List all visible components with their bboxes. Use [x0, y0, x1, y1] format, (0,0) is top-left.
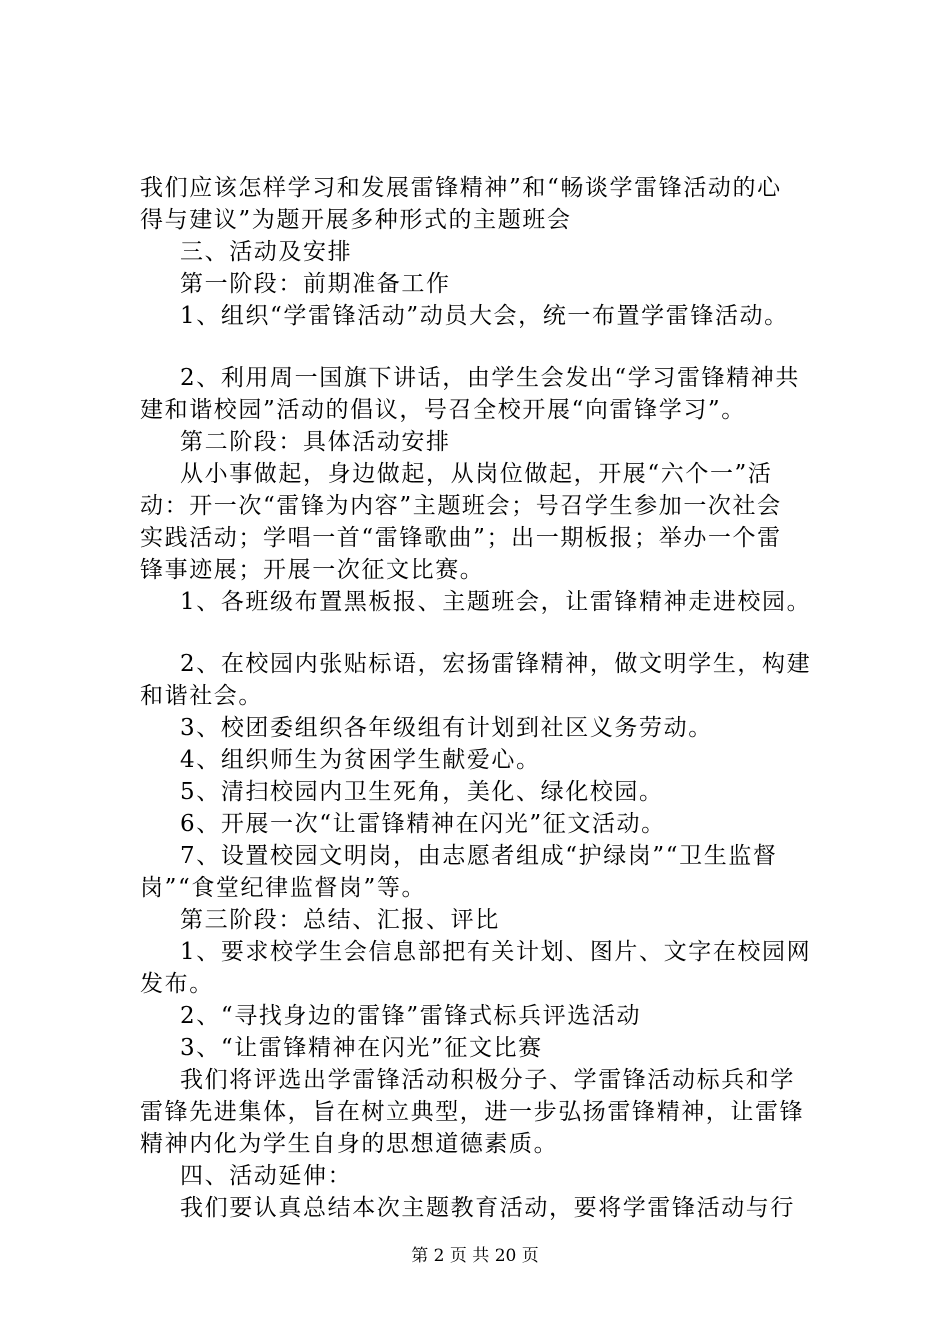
section-heading: 三、活动及安排	[180, 239, 353, 265]
stage-heading: 第二阶段：具体活动安排	[180, 429, 451, 455]
text-line: 精神内化为学生自身的思想道德素质。	[140, 1131, 559, 1157]
text-line: 我们将评选出学雷锋活动积极分子、学雷锋活动标兵和学	[180, 1067, 795, 1093]
text-line: 建和谐校园”活动的倡议，号召全校开展“向雷锋学习”。	[140, 397, 746, 423]
text-line: 1、各班级布置黑板报、主题班会，让雷锋精神走进校园。	[180, 589, 812, 615]
text-line: 6、开展一次“让雷锋精神在闪光”征文活动。	[180, 811, 666, 837]
text-line: 锋事迹展；开展一次征文比赛。	[140, 557, 485, 583]
page-footer: 第 2 页 共 20 页	[411, 1246, 539, 1266]
text-line: 3、“让雷锋精神在闪光”征文比赛	[180, 1035, 543, 1061]
text-line: 2、利用周一国旗下讲话，由学生会发出“学习雷锋精神共	[180, 365, 800, 391]
text-line: 1、组织“学雷锋活动”动员大会，统一布置学雷锋活动。	[180, 303, 789, 329]
text-line: 雷锋先进集体，旨在树立典型，进一步弘扬雷锋精神，让雷锋	[140, 1099, 805, 1125]
text-line: 发布。	[140, 971, 214, 997]
text-line: 和谐社会。	[140, 683, 263, 709]
section-heading: 四、活动延伸：	[180, 1163, 353, 1189]
text-line: 动：开一次“雷锋为内容”主题班会；号召学生参加一次社会	[140, 493, 782, 519]
text-line: 7、设置校园文明岗，由志愿者组成“护绿岗”“卫生监督	[180, 843, 778, 869]
stage-heading: 第一阶段：前期准备工作	[180, 271, 451, 297]
text-line: 5、清扫校园内卫生死角，美化、绿化校园。	[180, 779, 664, 805]
text-line: 我们要认真总结本次主题教育活动，要将学雷锋活动与行	[180, 1195, 795, 1221]
text-line: 4、组织师生为贫困学生献爱心。	[180, 747, 541, 773]
text-line: 岗”“食堂纪律监督岗”等。	[140, 875, 427, 901]
text-line: 从小事做起，身边做起，从岗位做起，开展“六个一”活	[180, 461, 773, 487]
text-line: 2、“寻找身边的雷锋”雷锋式标兵评选活动	[180, 1003, 642, 1029]
text-line: 我们应该怎样学习和发展雷锋精神”和“畅谈学雷锋活动的心	[140, 175, 782, 201]
text-line: 1、要求校学生会信息部把有关计划、图片、文字在校园网	[180, 939, 812, 965]
text-line: 3、校团委组织各年级组有计划到社区义务劳动。	[180, 715, 713, 741]
text-line: 得与建议”为题开展多种形式的主题班会	[140, 207, 572, 233]
text-line: 2、在校园内张贴标语，宏扬雷锋精神，做文明学生，构建	[180, 651, 812, 677]
text-line: 实践活动；学唱一首“雷锋歌曲”；出一期板报；举办一个雷	[140, 525, 782, 551]
stage-heading: 第三阶段：总结、汇报、评比	[180, 907, 500, 933]
